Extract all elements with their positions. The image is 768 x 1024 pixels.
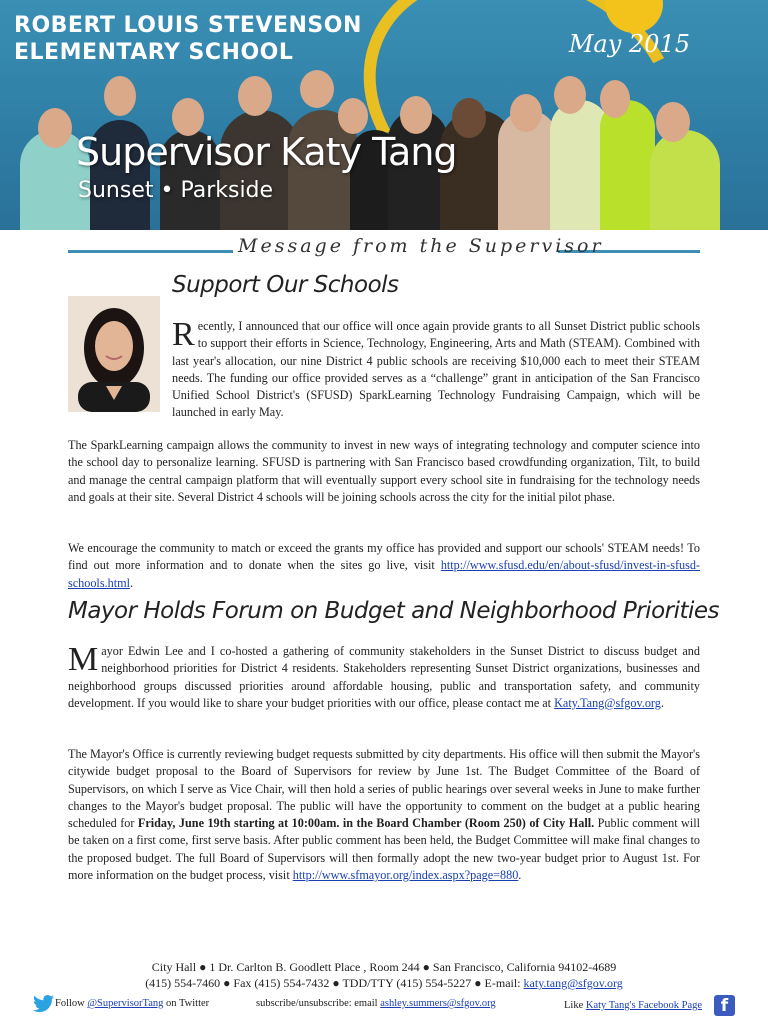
school-name xyxy=(14,12,362,66)
school-name-line-2: ELEMENTARY SCHOOL xyxy=(14,40,294,65)
issue-date: May 2015 xyxy=(568,30,690,58)
article-title-schools: Support Our Schools xyxy=(172,272,399,298)
section-header: Message from the Supervisor xyxy=(238,235,604,257)
school-name-line-1: ROBERT LOUIS STEVENSON xyxy=(14,13,362,38)
contact-email-link[interactable]: Katy.Tang@sfgov.org xyxy=(554,695,661,710)
sfusd-link[interactable]: http://www.sfusd.edu/en/about-sfusd/invest-in-sfusd-schools.html xyxy=(68,558,700,590)
article2-paragraph-2: The Mayor's Office is currently reviewing budget requests submitted by city departments. His office will then submit the Mayor's citywide budget proposal to the Board of Supervisors for review by June 1st. The Budget Committee of the Board of Supervisors, on which I serve as Vice Chair, will then hold a series of public hearings over several weeks in June to make further changes to the Mayor's budget proposal. The public will have the opportunity to comment on the budget at a public hearing scheduled for Friday, June 19th starting at 10:00am. in the Board Chamber (Room 250) of City Hall. Public comment will be taken on a first come, first serve basis. After public comment has been held, the Budget Committee will make final changes to the proposed budget. The full Board of Supervisors will then formally adopt the new two-year budget prior to August 1st. For more information on the budget process, visit http://www.sfmayor.org/index.aspx?page=880. xyxy=(68,747,701,883)
article2-paragraph-1: Mayor Edwin Lee and I co-hosted a gathering of community stakeholders in the Sunset District to discuss budget and neighborhood priorities for District 4 residents. Stakeholders representing Sunset District organizations, businesses and neighborhood groups discussed priorities around affordable housing, public and transportation safety, and community development. If you would like to share your budget priorities with our office, please contact me at Katy.Tang@sfgov.org. xyxy=(68,641,700,710)
footer-phones: (415) 554-7460 ● Fax (415) 554-7432 ● TDD/TTY (415) 554-5227 ● E-mail: katy.tang@sfgov.org xyxy=(145,976,623,990)
article1-paragraph-2: The SparkLearning campaign allows the community to invest in new ways of integrating technology and computer science into the school day to personalize learning. SFUSD is partnering with San Francisco based crowdfunding organization, Tilt, to build and manage the central campaign platform that will eventually support every school site in fundraising for the technology needs and goals at their site. Several District 4 schools will be joining schools across the city for the initial pilot phase. xyxy=(68,438,700,504)
twitter-handle-link[interactable]: @SupervisorTang xyxy=(87,998,164,1009)
article1-paragraph-1: Recently, I announced that our office will once again provide grants to all Sunset District public schools to support their efforts in Science, Technology, Engineering, Arts and Math (STEAM). Combined with last year's allocation, our nine District 4 public schools are receiving $10,000 each to meet their STEAM needs. The funding our office provided serves as a “challenge” grant in anticipation of the San Francisco Unified School District's (SFUSD) SparkLearning Technology Fundraising Campaign, which will be launched in early May. xyxy=(172,316,700,420)
twitter-follow: Follow @SupervisorTang on Twitter xyxy=(55,998,210,1009)
drop-cap: M xyxy=(68,641,99,678)
twitter-icon[interactable] xyxy=(33,995,55,1013)
footer-address: City Hall ● 1 Dr. Carlton B. Goodlett Place , Room 244 ● San Francisco, California 94102-4689 xyxy=(151,960,617,974)
subscribe-info: subscribe/unsubscribe: email ashley.summers@sfgov.org xyxy=(256,998,496,1009)
drop-cap: R xyxy=(172,316,195,353)
header-banner xyxy=(0,0,768,230)
facebook-like: Like Katy Tang's Facebook Page xyxy=(564,1000,703,1011)
district-name: Sunset • Parkside xyxy=(78,178,274,203)
section-rule-left xyxy=(68,250,233,253)
footer-email-link[interactable]: katy.tang@sfgov.org xyxy=(523,976,623,990)
facebook-icon[interactable]: f xyxy=(714,995,735,1016)
sfmayor-link[interactable]: http://www.sfmayor.org/index.aspx?page=880 xyxy=(292,868,519,883)
supervisor-portrait xyxy=(68,296,160,412)
article1-paragraph-3: We encourage the community to match or exceed the grants my office has provided and support our schools' STEAM needs! To find out more information and to donate when the sites go live, visit http://www.sfusd.edu/en/about-sfusd/invest-in-sfusd-schools.html. xyxy=(68,541,700,590)
article-title-budget: Mayor Holds Forum on Budget and Neighborhood Priorities xyxy=(68,598,720,624)
supervisor-name: Supervisor Katy Tang xyxy=(76,130,457,174)
facebook-page-link[interactable]: Katy Tang's Facebook Page xyxy=(585,1000,703,1011)
subscribe-email-link[interactable]: ashley.summers@sfgov.org xyxy=(380,998,496,1009)
